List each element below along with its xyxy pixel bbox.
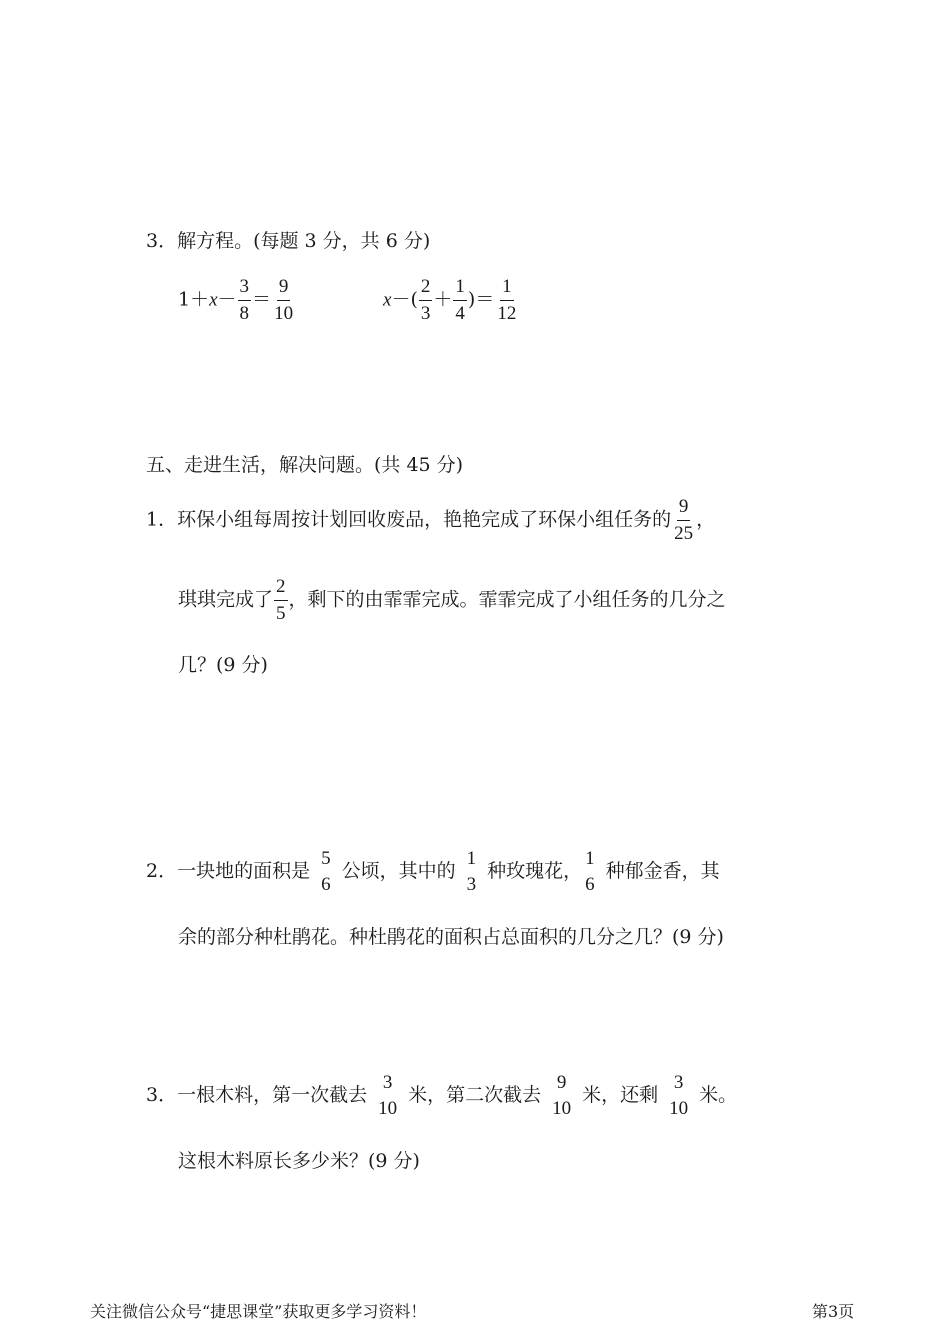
problem-1-fraction-1 bbox=[672, 496, 695, 545]
problem-2-fraction-2 bbox=[465, 848, 479, 896]
problem-3-text: 米，还剩 bbox=[582, 1083, 659, 1106]
problem-2-line-1 bbox=[146, 848, 720, 896]
fraction-denominator: 10 bbox=[669, 1097, 689, 1119]
eq2-minus: － bbox=[391, 288, 411, 311]
fraction-denominator: 6 bbox=[585, 873, 595, 895]
fraction-numerator: 9 bbox=[677, 496, 691, 521]
fraction-denominator: 4 bbox=[455, 302, 465, 324]
fraction-denominator: 5 bbox=[276, 602, 286, 624]
fraction-denominator: 3 bbox=[466, 873, 477, 895]
eq1-lead: 1＋ bbox=[178, 288, 210, 311]
fraction-numerator: 3 bbox=[673, 1072, 684, 1093]
problem-1-line-2 bbox=[178, 576, 726, 625]
fraction-numerator: 1 bbox=[466, 848, 477, 869]
eq2-paren-close: ) bbox=[467, 288, 476, 311]
fraction-denominator: 12 bbox=[497, 302, 517, 324]
problem-2-line-2: 余的部分种杜鹃花。种杜鹃花的面积占总面积的几分之几？(9 分) bbox=[178, 926, 724, 948]
eq1-fraction-2 bbox=[272, 276, 295, 325]
fraction-numerator: 1 bbox=[500, 276, 514, 301]
problem-3-fraction-2 bbox=[550, 1072, 573, 1120]
fraction-numerator: 1 bbox=[585, 848, 595, 869]
problem-2-text: 种郁金香，其 bbox=[605, 859, 720, 882]
problem-2-text: 种玫瑰花， bbox=[487, 859, 583, 882]
eq2-fraction-1 bbox=[419, 276, 433, 325]
problem-2-text: 2．一块地的面积是 bbox=[146, 859, 311, 882]
problem-3-line-2: 这根木料原长多少米？(9 分) bbox=[178, 1150, 420, 1172]
fraction-numerator: 2 bbox=[419, 276, 433, 301]
problem-3-text: 3．一根木料，第一次截去 bbox=[146, 1083, 368, 1106]
fraction-numerator: 1 bbox=[453, 276, 467, 301]
problem-1-text: 1．环保小组每周按计划回收废品，艳艳完成了环保小组任务的 bbox=[146, 508, 672, 531]
problem-3-text: 米，第二次截去 bbox=[408, 1083, 542, 1106]
eq2-fraction-2 bbox=[453, 276, 467, 325]
fraction-denominator: 3 bbox=[420, 302, 431, 324]
fraction-denominator: 25 bbox=[674, 522, 694, 544]
eq1-var: x bbox=[209, 289, 218, 311]
equation-1 bbox=[178, 276, 296, 325]
problem-3-fraction-3 bbox=[667, 1072, 690, 1120]
problem-3-text: 米。 bbox=[699, 1083, 738, 1106]
fraction-denominator: 10 bbox=[552, 1097, 572, 1119]
fraction-numerator: 5 bbox=[321, 848, 331, 869]
eq2-var: x bbox=[383, 289, 392, 311]
equation-2 bbox=[383, 276, 519, 325]
fraction-numerator: 3 bbox=[382, 1072, 393, 1093]
eq2-plus: ＋ bbox=[433, 288, 453, 311]
question-title-solve-equations: 3．解方程。(每题 3 分，共 6 分) bbox=[146, 230, 431, 252]
fraction-denominator: 6 bbox=[321, 873, 331, 895]
fraction-denominator: 10 bbox=[378, 1097, 398, 1119]
problem-1-text: ，剩下的由霏霏完成。霏霏完成了小组任务的几分之 bbox=[288, 588, 726, 611]
eq2-paren-open: ( bbox=[410, 288, 418, 311]
problem-2-fraction-3 bbox=[583, 848, 597, 896]
problem-1-line-1 bbox=[146, 496, 715, 545]
problem-2-text: 公顷，其中的 bbox=[341, 859, 456, 882]
section-heading-real-life-problems: 五、走进生活，解决问题。(共 45 分) bbox=[146, 454, 464, 476]
problem-1-line-3: 几？(9 分) bbox=[178, 654, 268, 676]
fraction-numerator: 9 bbox=[277, 276, 291, 301]
fraction-numerator: 9 bbox=[556, 1072, 567, 1093]
fraction-denominator: 8 bbox=[239, 302, 250, 324]
fraction-numerator: 2 bbox=[274, 576, 288, 601]
page-number: 第3页 bbox=[812, 1302, 855, 1321]
eq2-fraction-3 bbox=[495, 276, 518, 325]
problem-1-text: 琪琪完成了 bbox=[178, 588, 274, 611]
eq1-equals: ＝ bbox=[252, 288, 272, 311]
fraction-denominator: 10 bbox=[274, 302, 294, 324]
problem-1-fraction-2 bbox=[274, 576, 288, 625]
eq1-fraction-1 bbox=[238, 276, 252, 325]
problem-1-comma: ， bbox=[696, 508, 716, 531]
eq1-minus: － bbox=[217, 288, 237, 311]
footer-promo-text: 关注微信公众号“捷思课堂”获取更多学习资料！ bbox=[90, 1302, 427, 1321]
fraction-numerator: 3 bbox=[238, 276, 252, 301]
problem-3-line-1 bbox=[146, 1072, 737, 1120]
eq2-equals: ＝ bbox=[475, 288, 495, 311]
problem-2-fraction-1 bbox=[319, 848, 333, 896]
problem-3-fraction-1 bbox=[376, 1072, 399, 1120]
